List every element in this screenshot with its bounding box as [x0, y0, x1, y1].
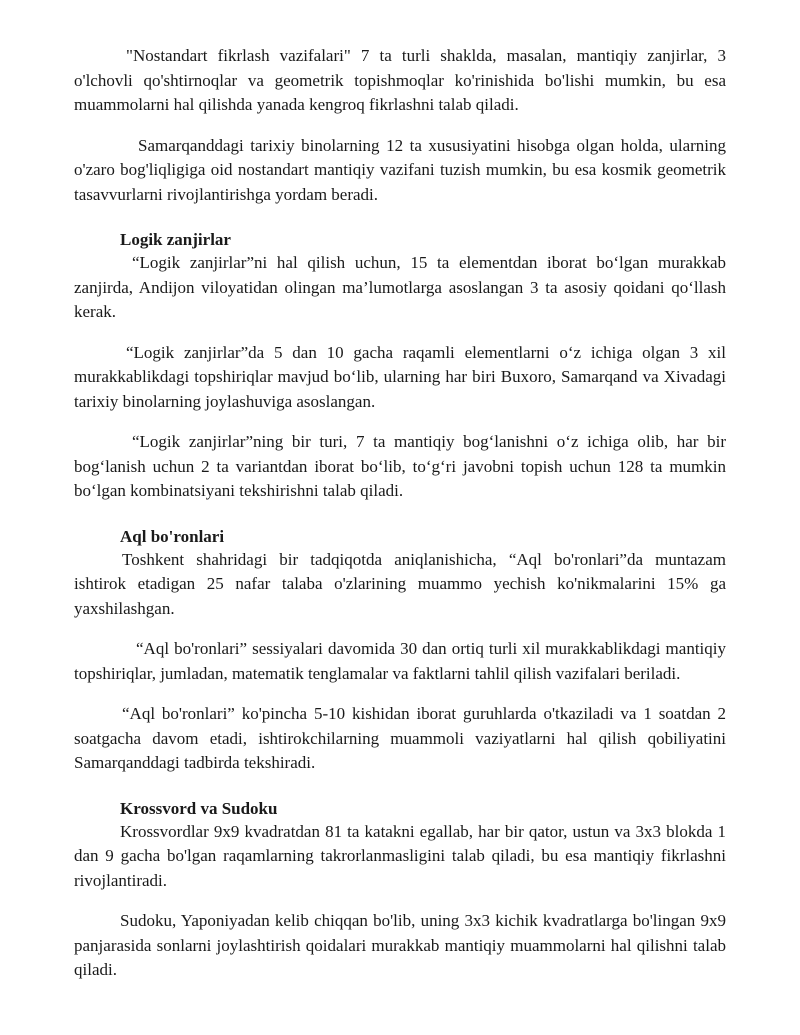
aql-paragraph-3: “Aql bo'ronlari” ko'pincha 5-10 kishidan iborat guruhlarda o'tkaziladi va 1 soatdan 2 soatgacha davom etadi, ishtirokchilarning muammoli vaziyatlarni hal qilish qobiliyatini Samarqanddagi tadbirda tekshiradi. — [74, 704, 726, 772]
aql-paragraph-2: “Aql bo'ronlari” sessiyalari davomida 30 dan ortiq turli xil murakkablikdagi mantiqiy topshiriqlar, jumladan, matematik tenglamalar va faktlarni tahlil qilish vazifalari beriladi. — [74, 639, 726, 683]
document-page — [74, 44, 726, 983]
section-heading-aql-boronlari: Aql bo'ronlari — [120, 526, 225, 546]
section-heading-logik-zanjirlar: Logik zanjirlar — [120, 230, 231, 249]
aql-paragraph-1: Toshkent shahridagi bir tadqiqotda aniqlanishicha, “Aql bo'ronlari”da muntazam ishtirok etadigan 25 nafar talaba o'zlarining muammo yechish ko'nikmalarini 15% ga yaxshilashgan. — [74, 549, 726, 618]
logik-paragraph-1: “Logik zanjirlar”ni hal qilish uchun, 15 ta elementdan iborat bo‘lgan murakkab zanjirda, Andijon viloyatidan olingan ma’lumotlarga asoslangan 3 ta asosiy qoidani qo‘llash kerak. — [74, 253, 726, 321]
logik-paragraph-3: “Logik zanjirlar”ning bir turi, 7 ta mantiqiy bog‘lanishni o‘z ichiga olib, har bir bog‘lanish uchun 2 ta variantdan iborat bo‘lib, to‘g‘ri javobni topish uchun 128 ta mumkin bo‘lgan kombinatsiyani tekshirishni talab qiladi. — [74, 432, 726, 500]
intro-paragraph-1: "Nostandart fikrlash vazifalari" 7 ta turli shaklda, masalan, mantiqiy zanjirlar, 3 o'lchovli qo'shtirnoqlar va geometrik topishmoqlar ko'rinishida bo'lishi mumkin, bu esa muammolarni hal qilishda yanada kengroq fikrlashni talab qiladi. — [74, 46, 726, 114]
krossvord-paragraph-1: Krossvordlar 9x9 kvadratdan 81 ta katakni egallab, har bir qator, ustun va 3x3 blokda 1 dan 9 gacha bo'lgan raqamlarning takrorlanmasligini talab qiladi, bu esa mantiqiy fikrlashni rivojlantiradi. — [74, 821, 726, 890]
krossvord-paragraph-2: Sudoku, Yaponiyadan kelib chiqqan bo'lib, uning 3x3 kichik kvadratlarga bo'lingan 9x9 panjarasida sonlarni joylashtirish qoidalari murakkab mantiqiy muammolarni hal qilishni talab qiladi. — [74, 911, 726, 979]
section-heading-krossvord-sudoku: Krossvord va Sudoku — [120, 798, 278, 818]
intro-paragraph-2: Samarqanddagi tarixiy binolarning 12 ta xususiyatini hisobga olgan holda, ularning o'zaro bog'liqligiga oid nostandart mantiqiy vazifani tuzish mumkin, bu esa kosmik geometrik tasavvurlarni rivojlantirishga yordam beradi. — [74, 135, 726, 204]
logik-paragraph-2: “Logik zanjirlar”da 5 dan 10 gacha raqamli elementlarni o‘z ichiga olgan 3 xil murakkablikdagi topshiriqlar mavjud bo‘lib, ularning har biri Buxoro, Samarqand va Xivadagi tarixiy binolarning joylashuviga asoslangan. — [74, 342, 726, 411]
